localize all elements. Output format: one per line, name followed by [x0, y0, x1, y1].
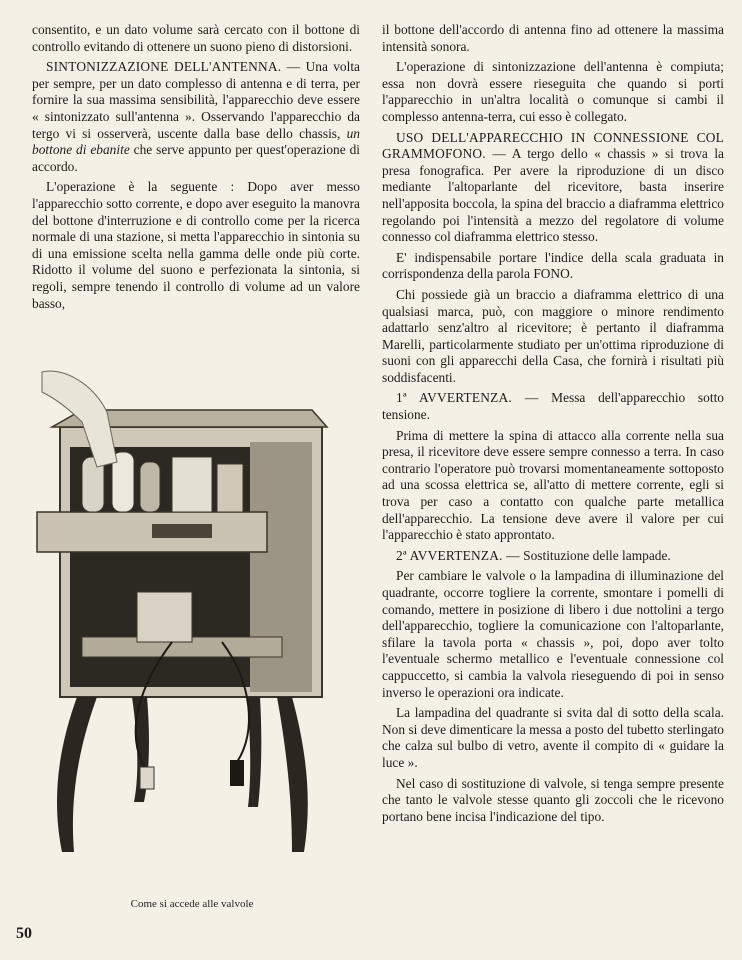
- plug: [230, 760, 244, 786]
- paragraph: E' indispensabile portare l'indice della scala graduata in corrispondenza della parola FONO.: [382, 249, 724, 282]
- paragraph: consentito, e un dato volume sarà cercato con il bottone di controllo evitando di ottenere un suono pieno di distorsioni.: [32, 22, 360, 54]
- figure-caption: Come si accede alle valvole: [130, 898, 254, 910]
- paragraph: [382, 548, 724, 565]
- left-column: [32, 22, 360, 316]
- plug: [140, 767, 154, 789]
- paragraph-text: che serve appunto per quest'operazione di accordo.: [32, 142, 360, 174]
- section-heading: 1ª AVVERTENZA. —: [396, 390, 539, 406]
- page-number: 50: [16, 925, 32, 942]
- section-heading: SINTONIZZAZIONE DELL'ANTENNA. —: [46, 59, 301, 75]
- paragraph: Chi possiede già un braccio a diaframma elettrico di una qualsiasi marca, può, con maggiore o minore rendimento adattarlo senz'altro al ricevitore; è pertanto il diaframma Marelli, particolarmente studiato per un'ottima riproduzione di suoni con gli apparecchi della Casa, che fornirà i risultati più soddisfacenti.: [382, 286, 724, 385]
- transformer: [172, 457, 212, 512]
- radio-cabinet-illustration: [22, 352, 362, 892]
- paragraph: [382, 390, 724, 423]
- paragraph: La lampadina del quadrante si svita dal di sotto della scala. Non si deve dimenticare la messa a posto del tubetto sterlingato che calza sul bulbo di vetro, avente il compito di « guidare la luce ».: [382, 705, 724, 770]
- paragraph: L'operazione è la seguente : Dopo aver messo l'apparecchio sotto corrente, e dopo aver eseguito la manovra del bottone d'interruzione e di controllo come per la ricerca normale di una stazione, si metta l'apparecchio in sintonia su di una emissione scelta nella gamma delle onde più corte. Ridotto il volume del suono e perfezionata la sintonia, si regoli, sempre tenendo il controllo di volume ad un valore basso,: [32, 179, 360, 311]
- right-column: [382, 22, 724, 829]
- paragraph: Nel caso di sostituzione di valvole, si tenga sempre presente che tanto le valvole stesse quanto gli zoccoli che le ricevono portano bene incisa l'indicazione del tipo.: [382, 775, 724, 824]
- paragraph-text: Messa dell'apparecchio sotto tensione.: [382, 390, 724, 423]
- paragraph: [382, 130, 724, 246]
- paragraph: il bottone dell'accordo di antenna fino ad ottenere la massima intensità sonora.: [382, 22, 724, 54]
- radio-photo: [22, 352, 362, 892]
- power-box: [137, 592, 192, 642]
- section-heading: USO DELL'APPARECCHIO IN CONNESSIONE COL GRAMMOFONO. —: [382, 129, 724, 162]
- paragraph-text: A tergo dello « chassis » si trova la presa fonografica. Per avere la riproduzione di un disco mediante l'altoparlante del ricevitore, basta inserire nell'apposita boccola, la spina del braccio a diaframma elettrico regolando poi l'intensità a mezzo del regolatore di volume connesso col diaframma elettrico stesso.: [382, 146, 724, 245]
- paragraph: [32, 59, 360, 175]
- section-heading: 2ª AVVERTENZA. —: [396, 547, 520, 563]
- paragraph: L'operazione di sintonizzazione dell'antenna è compiuta; essa non dovrà essere rieseguita che quando si porti l'apparecchio in un'altra località o comunque si cambi il complesso antenna-terra, cui esso è collegato.: [382, 59, 724, 124]
- paragraph-text: Sostituzione delle lampade.: [523, 547, 671, 563]
- valve: [140, 462, 160, 512]
- emphasis-text: un bottone di ebanite: [32, 125, 360, 158]
- paragraph: Per cambiare le valvole o la lampadina di illuminazione del quadrante, occorre togliere la corrente, smontare i pomelli di comando, mettere in posizione di libero i due nottolini a tergo dell'apparecchio, togliere la comunicazione con l'altoparlante, sfilare la tavola porta « chassis », poi, dopo aver tolto l'eventuale schermo metallico e l'eventuale connessione col cappuccetto, si cambia la valvola rieseguendo di poi in senso inverso le operazioni ora indicate.: [382, 568, 724, 700]
- paragraph: Prima di mettere la spina di attacco alla corrente nella sua presa, il ricevitore deve essere sempre connesso a terra. In caso contrario l'operatore può trovarsi momentaneamente sottoposto ad una scossa elettrica se, all'atto di mettere corrente, egli si trova per caso a contatto con qualche parte metallica dell'apparecchio. La tensione deve avere il valore per cui l'apparecchio è stato approntato.: [382, 427, 724, 543]
- paragraph-text: Una volta per sempre, per un dato complesso di antenna e di terra, per fornire la sua massima sensibilità, l'apparecchio deve essere « sintonizzato sull'antenna ». Osservando l'apparecchio da tergo vi si osserverà, uscente dalla base dello chassis,: [32, 59, 360, 141]
